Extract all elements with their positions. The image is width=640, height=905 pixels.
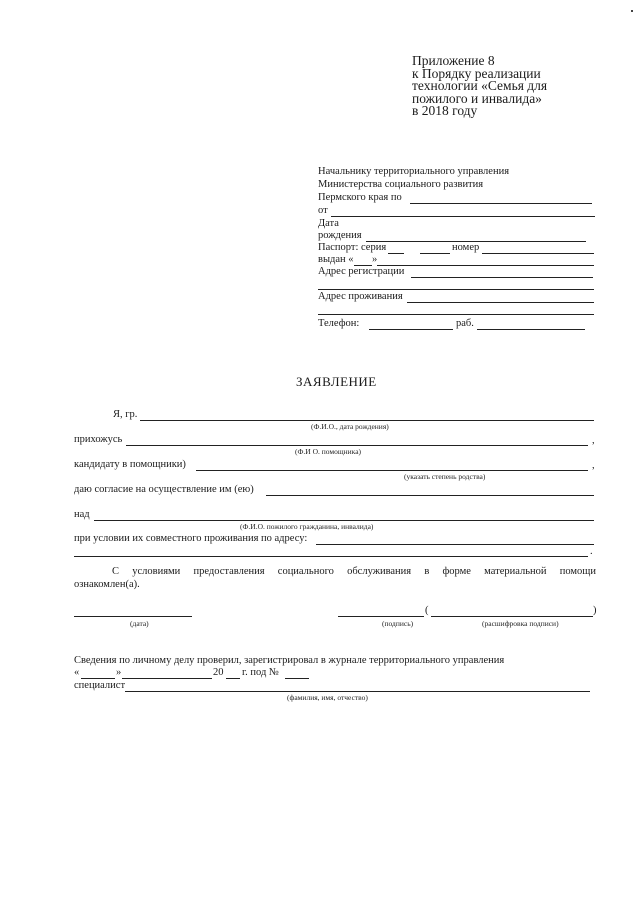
reg-address-field-2[interactable]	[318, 289, 594, 290]
signature-caption: (подпись)	[382, 619, 414, 628]
reg-number-field[interactable]	[285, 678, 309, 679]
signature-field[interactable]	[338, 616, 424, 617]
reg-number-label: г. под №	[242, 667, 279, 678]
consent-field[interactable]	[266, 495, 594, 496]
specialist-field[interactable]	[125, 691, 590, 692]
reg-year-prefix: 20	[213, 667, 224, 678]
reg-day-field[interactable]	[81, 678, 115, 679]
date-label: Дата	[318, 218, 339, 229]
phone-field[interactable]	[369, 329, 453, 330]
signature-decode-field[interactable]	[431, 616, 593, 617]
relation-label: прихожусь	[74, 434, 123, 445]
over-label: над	[74, 509, 90, 520]
birth-label: рождения	[318, 230, 362, 241]
candidate-label: кандидату в помощники)	[74, 459, 186, 470]
consent-label: даю согласие на осуществление им (ею)	[74, 484, 254, 495]
reg-year-field[interactable]	[226, 678, 240, 679]
scan-speck	[631, 10, 633, 12]
phone-label: Телефон:	[318, 318, 360, 329]
passport-series-field-a[interactable]	[388, 253, 404, 254]
appendix-line-5: в 2018 году	[412, 103, 478, 118]
work-phone-label: раб.	[456, 318, 474, 329]
acquainted-text: ознакомлен(а).	[74, 579, 140, 590]
live-address-field-2[interactable]	[318, 314, 594, 315]
addressee-line-2: Министерства социального развития	[318, 179, 484, 190]
reg-date-open: «	[74, 667, 80, 678]
passport-series-label: Паспорт: серия	[318, 242, 387, 253]
relation-field[interactable]	[126, 445, 588, 446]
passport-number-field[interactable]	[482, 253, 594, 254]
appendix-line-2: к Порядку реализации	[412, 65, 541, 81]
appendix-line-1: Приложение 8	[412, 53, 495, 68]
issued-quote: »	[372, 254, 378, 265]
condition-label: при условии их совместного проживания по адресу:	[74, 533, 308, 544]
applicant-name-field[interactable]	[140, 420, 594, 421]
appendix-line-4: пожилого и инвалида»	[412, 90, 542, 106]
appendix-line-3: технологии «Семья для	[412, 78, 548, 93]
reg-address-field[interactable]	[411, 277, 593, 278]
passport-number-label: номер	[452, 242, 480, 253]
elder-name-caption: (Ф.И.О. пожилого гражданина, инвалида)	[240, 522, 374, 531]
issued-by-field[interactable]	[377, 265, 594, 266]
appendix-block	[412, 55, 547, 118]
assistant-caption: (Ф.И О. помощника)	[295, 447, 362, 456]
signature-decode-caption: (расшифровка подписи)	[482, 619, 559, 628]
live-address-field[interactable]	[407, 302, 594, 303]
reg-date-close: »	[116, 667, 122, 678]
specialist-label: специалист	[74, 680, 126, 691]
relation-comma: ,	[592, 435, 595, 446]
region-field[interactable]	[410, 203, 592, 204]
address-field-2[interactable]	[74, 556, 588, 557]
addressee-line-3: Пермского края по	[318, 192, 402, 203]
kinship-caption: (указать степень родства)	[404, 472, 486, 481]
issued-label: выдан «	[318, 254, 354, 265]
address-period: .	[590, 546, 593, 557]
reg-month-field[interactable]	[122, 678, 212, 679]
applicant-name-caption: (Ф.И.О., дата рождения)	[311, 422, 389, 431]
address-field[interactable]	[316, 544, 594, 545]
specialist-caption: (фамилия, имя, отчество)	[287, 693, 368, 702]
kinship-comma: ,	[592, 460, 595, 471]
addressee-line-1: Начальнику территориального управления	[318, 166, 510, 177]
passport-series-field-b[interactable]	[420, 253, 450, 254]
from-field[interactable]	[331, 216, 595, 217]
signature-date-field[interactable]	[74, 616, 192, 617]
document-title: ЗАЯВЛЕНИЕ	[296, 374, 377, 389]
live-address-label: Адрес проживания	[318, 291, 403, 302]
open-paren: (	[425, 605, 429, 616]
verification-text: Сведения по личному делу проверил, зарегистрировал в журнале территориального управления	[74, 655, 505, 666]
elder-name-field[interactable]	[94, 520, 594, 521]
close-paren: )	[593, 605, 597, 616]
signature-date-caption: (дата)	[130, 619, 149, 628]
conditions-text: С условиями предоставления социального обслуживания в форме материальной помощи	[112, 566, 596, 577]
i-label: Я, гр.	[113, 409, 138, 420]
reg-address-label: Адрес регистрации	[318, 266, 405, 277]
kinship-field[interactable]	[196, 470, 588, 471]
work-phone-field[interactable]	[477, 329, 585, 330]
from-label: от	[318, 205, 328, 216]
